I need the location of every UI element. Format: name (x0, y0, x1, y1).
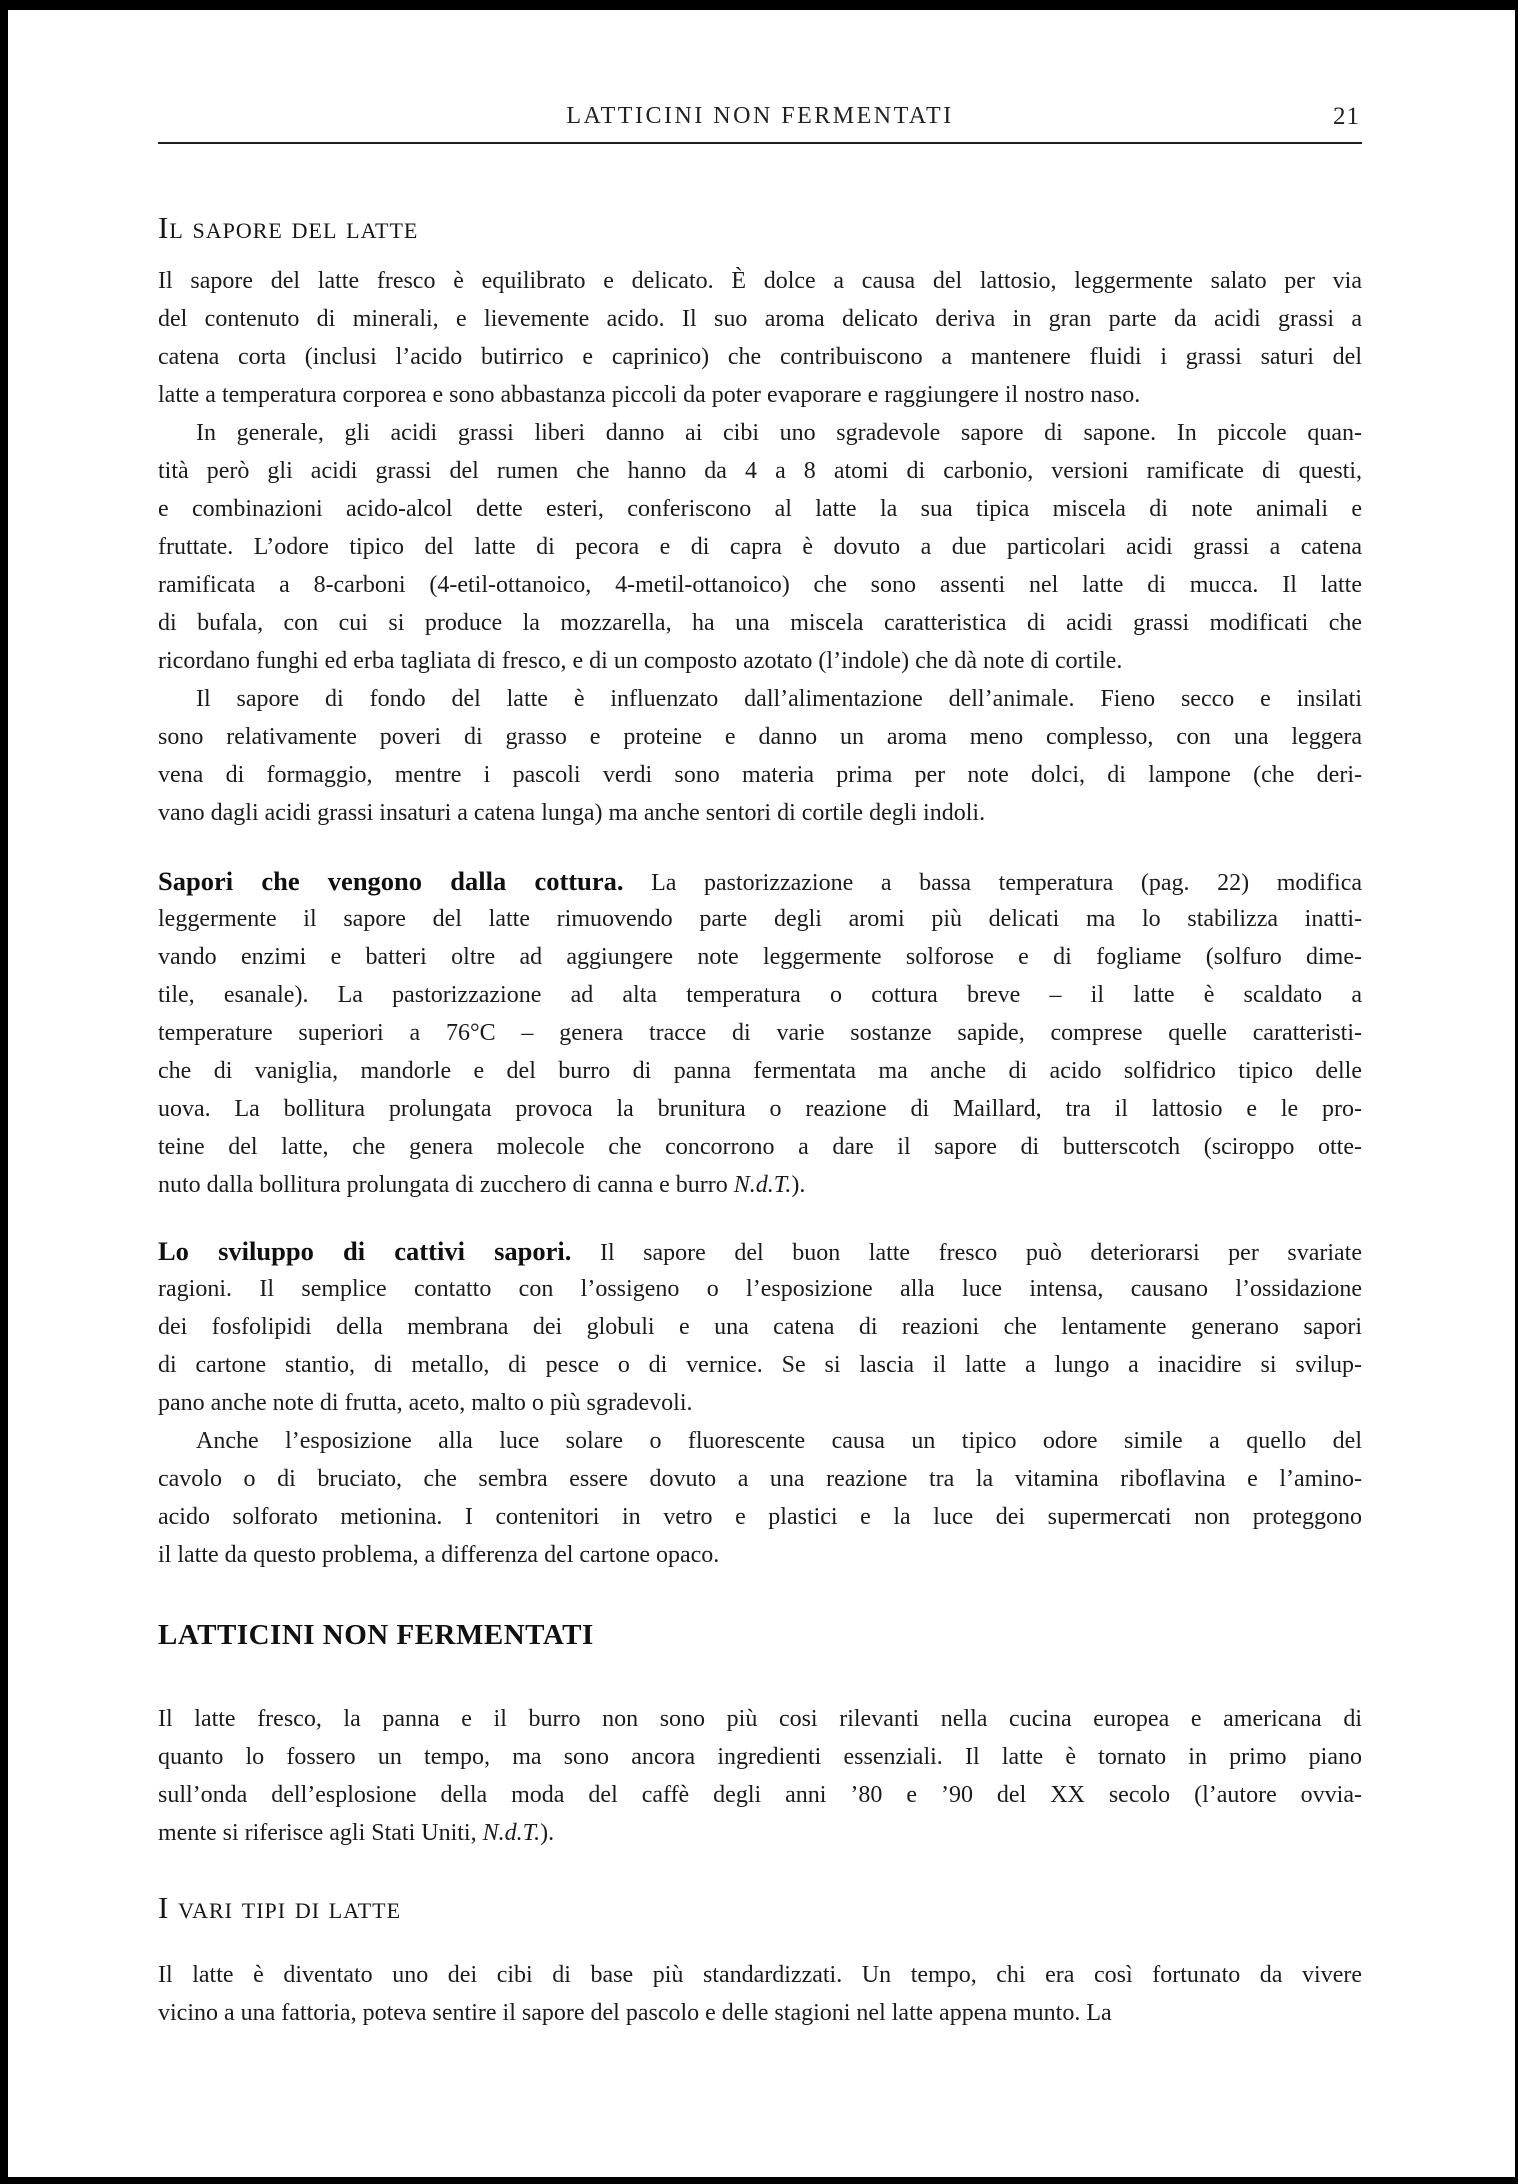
text-line: temperature superiori a 76°C – genera tracce di varie sostanze sapide, comprese quelle caratteristi- (158, 1020, 1362, 1046)
text-line: il latte da questo problema, a differenza del cartone opaco. (158, 1542, 720, 1568)
text-line: In generale, gli acidi grassi liberi danno ai cibi uno sgradevole sapore di sapone. In piccole quan- (196, 420, 1362, 446)
section-heading-latticini-non-fermentati: LATTICINI NON FERMENTATI (158, 1619, 594, 1651)
text-line: che di vaniglia, mandorle e del burro di panna fermentata ma anche di acido solfidrico tipico delle (158, 1058, 1362, 1084)
paragraph-sapori-cottura (158, 862, 1362, 1204)
text-line: dei fosfolipidi della membrana dei globuli e una catena di reazioni che lentamente generano sapori (158, 1314, 1362, 1340)
text-line: Il latte fresco, la panna e il burro non sono più cosi rilevanti nella cucina europea e americana di (158, 1706, 1362, 1732)
text-line: del contenuto di minerali, e lievemente acido. Il suo aroma delicato deriva in gran parte da acidi grassi a (158, 306, 1362, 332)
run-in-heading: Sapori che vengono dalla cottura. (158, 866, 624, 896)
running-header (158, 103, 1362, 130)
text-line: tile, esanale). La pastorizzazione ad alta temperatura o cottura breve – il latte è scaldato a (158, 982, 1362, 1008)
header-rule (158, 142, 1362, 144)
text-line: Il sapore di fondo del latte è influenzato dall’alimentazione dell’animale. Fieno secco e insilati (196, 686, 1362, 712)
text-line: acido solforato metionina. I contenitori in vetro e plastici e la luce dei supermercati non proteggono (158, 1504, 1362, 1530)
text-line: leggermente il sapore del latte rimuovendo parte degli aromi più delicati ma lo stabilizza inatti- (158, 906, 1362, 932)
text-line: di bufala, con cui si produce la mozzarella, ha una miscela caratteristica di acidi grassi modificati che (158, 610, 1362, 636)
text-line: vando enzimi e batteri oltre ad aggiungere note leggermente solforose e di fogliame (solfuro dime- (158, 944, 1362, 970)
text-line: latte a temperatura corporea e sono abbastanza piccoli da poter evaporare e raggiungere il nostro naso. (158, 382, 1141, 408)
text-line: vano dagli acidi grassi insaturi a catena lunga) ma anche sentori di cortile degli indoli. (158, 800, 986, 826)
paragraph-latticini-intro (158, 1700, 1362, 1852)
text-line: pano anche note di frutta, aceto, malto o più sgradevoli. (158, 1390, 693, 1416)
paragraph-esposizione-luce (158, 1422, 1362, 1574)
text-line: ramificata a 8-carboni (4-etil-ottanoico, 4-metil-ottanoico) che sono assenti nel latte di mucca. Il latte (158, 572, 1362, 598)
text-line: teine del latte, che genera molecole che concorrono a dare il sapore di butterscotch (sciroppo otte- (158, 1134, 1362, 1160)
text-line: Anche l’esposizione alla luce solare o fluorescente causa un tipico odore simile a quello del (196, 1428, 1362, 1454)
text-line: vena di formaggio, mentre i pascoli verdi sono materia prima per note dolci, di lampone (che deri- (158, 762, 1362, 788)
section-heading-i-vari-tipi-di-latte: I vari tipi di latte (158, 1890, 402, 1925)
text-line: quanto lo fossero un tempo, ma sono ancora ingredienti essenziali. Il latte è tornato in primo piano (158, 1744, 1362, 1770)
running-header-title: LATTICINI NON FERMENTATI (566, 103, 954, 129)
paragraph-sviluppo-cattivi-sapori (158, 1232, 1362, 1422)
page-number: 21 (1333, 103, 1360, 130)
text-line: Sapori che vengono dalla cottura. La pastorizzazione a bassa temperatura (pag. 22) modifica (158, 866, 1363, 896)
text-line: Il sapore del latte fresco è equilibrato e delicato. È dolce a causa del lattosio, leggermente salato per via (158, 268, 1362, 294)
text-line: ricordano funghi ed erba tagliata di fresco, e di un composto azotato (l’indole) che dà note di cortile. (158, 648, 1123, 674)
translator-note: N.d.T. (733, 1172, 792, 1198)
text-line: Lo sviluppo di cattivi sapori. Il sapore del buon latte fresco può deteriorarsi per svariate (158, 1236, 1363, 1266)
text-line: uova. La bollitura prolungata provoca la brunitura o reazione di Maillard, tra il lattosio e le pro- (158, 1096, 1362, 1122)
text-line: mente si riferisce agli Stati Uniti, N.d.T.). (158, 1820, 555, 1846)
text-line: ragioni. Il semplice contatto con l’ossigeno o l’esposizione alla luce intensa, causano l’ossidazione (158, 1276, 1362, 1302)
text-line: sull’onda dell’esplosione della moda del caffè degli anni ’80 e ’90 del XX secolo (l’autore ovvia- (158, 1782, 1362, 1808)
paragraph-tipi-di-latte-intro (158, 1956, 1362, 2032)
translator-note: N.d.T. (482, 1820, 541, 1846)
run-in-heading: Lo sviluppo di cattivi sapori. (158, 1236, 572, 1266)
section-heading-il-sapore-del-latte: Il sapore del latte (158, 210, 419, 245)
text-line: di cartone stantio, di metallo, di pesce o di vernice. Se si lascia il latte a lungo a inacidire si svilup- (158, 1352, 1362, 1378)
text-line: Il latte è diventato uno dei cibi di base più standardizzati. Un tempo, chi era così fortunato da vivere (158, 1962, 1362, 1988)
text-line: catena corta (inclusi l’acido butirrico e caprinico) che contribuiscono a mantenere fluidi i grassi saturi del (158, 344, 1362, 370)
text-line: tità però gli acidi grassi del rumen che hanno da 4 a 8 atomi di carbonio, versioni ramificate di questi, (158, 458, 1362, 484)
text-line: sono relativamente poveri di grasso e proteine e danno un aroma meno complesso, con una leggera (158, 724, 1362, 750)
text-line: e combinazioni acido-alcol dette esteri, conferiscono al latte la sua tipica miscela di note animali e (158, 496, 1362, 522)
text-line: cavolo o di bruciato, che sembra essere dovuto a una reazione tra la vitamina riboflavina e l’amino- (158, 1466, 1362, 1492)
text-line: vicino a una fattoria, poteva sentire il sapore del pascolo e delle stagioni nel latte appena munto. La (158, 2000, 1112, 2026)
paragraph-sapore-intro (158, 262, 1362, 414)
text-line: fruttate. L’odore tipico del latte di pecora e di capra è dovuto a due particolari acidi grassi a catena (158, 534, 1362, 560)
text-line: nuto dalla bollitura prolungata di zucchero di canna e burro N.d.T.). (158, 1172, 806, 1198)
paragraph-sapore-di-fondo (158, 680, 1362, 832)
paragraph-acidi-grassi (158, 414, 1362, 680)
